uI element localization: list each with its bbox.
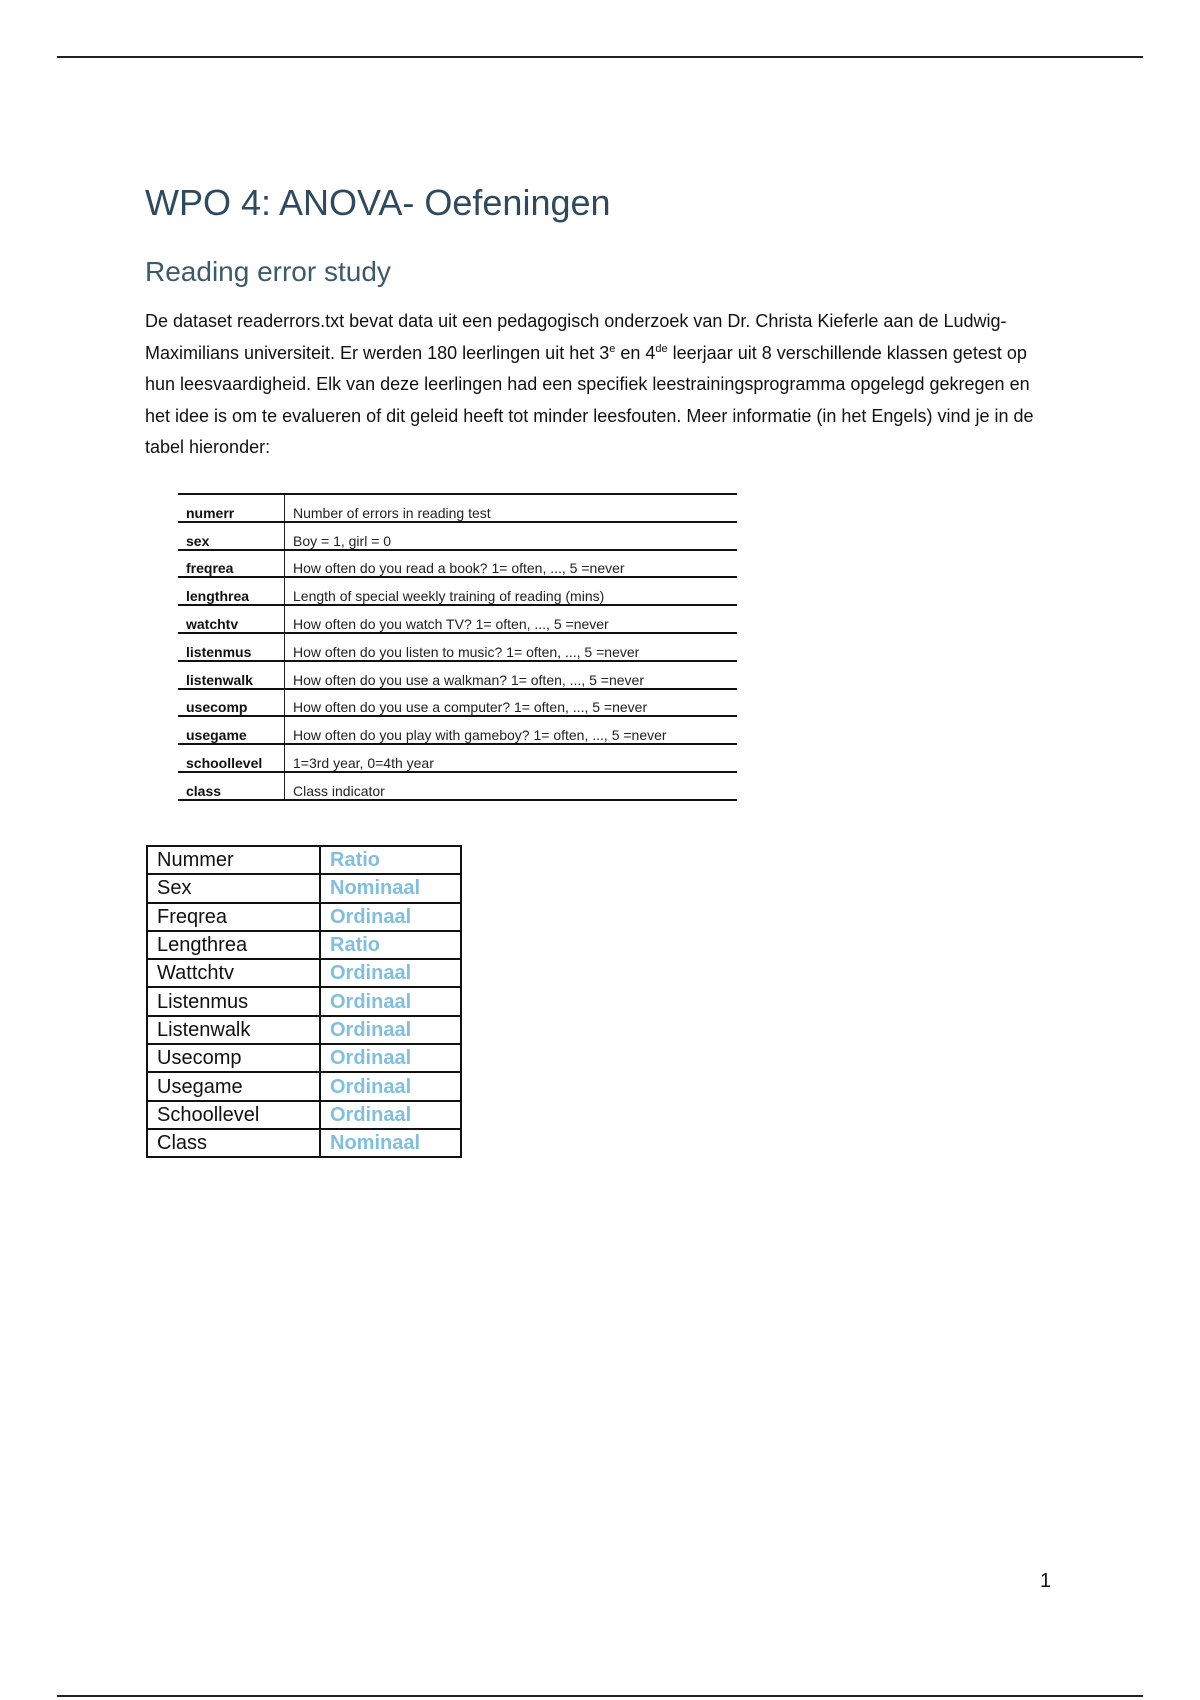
- table-row: [147, 1016, 461, 1044]
- table-row: [147, 987, 461, 1015]
- table-row: [147, 959, 461, 987]
- table-row: [178, 550, 737, 578]
- footer-rule: [57, 1695, 1143, 1697]
- measurement-level-table: [146, 845, 462, 1158]
- level-value: Nominaal: [320, 1129, 461, 1157]
- variable-description: Class indicator: [293, 782, 385, 799]
- table-row: [147, 1129, 461, 1157]
- table-row: [178, 716, 737, 744]
- level-value: Ordinaal: [320, 1072, 461, 1100]
- variable-description: Length of special weekly training of reading (mins): [293, 588, 605, 605]
- level-value: Ordinaal: [320, 987, 461, 1015]
- table-row: [147, 1072, 461, 1100]
- level-variable-name: Listenmus: [147, 987, 320, 1015]
- variable-name: lengthrea: [178, 577, 285, 605]
- variable-name: listenwalk: [178, 661, 285, 689]
- intro-text-2: en 4: [615, 342, 656, 363]
- page-title: WPO 4: ANOVA- Oefeningen: [145, 182, 611, 223]
- variable-description: How often do you use a walkman? 1= often, ..., 5 =never: [293, 671, 644, 688]
- level-variable-name: Usecomp: [147, 1044, 320, 1072]
- section-title: Reading error study: [145, 256, 391, 287]
- variable-description: How often do you listen to music? 1= often, ..., 5 =never: [293, 643, 640, 660]
- intro-sup-2: de: [655, 342, 668, 355]
- variable-name: listenmus: [178, 633, 285, 661]
- table-row: [147, 846, 461, 874]
- variable-description: 1=3rd year, 0=4th year: [293, 754, 434, 771]
- variable-name: sex: [178, 522, 285, 550]
- level-variable-name: Usegame: [147, 1072, 320, 1100]
- table-row: [178, 577, 737, 605]
- variable-description: How often do you play with gameboy? 1= often, ..., 5 =never: [293, 727, 667, 744]
- intro-text-1: De dataset readerrors.txt bevat data uit een pedagogisch onderzoek van Dr. Christa Kieferle aan de Ludwig-Maximilians universiteit. Er werden 180 leerlingen uit het 3: [145, 311, 1007, 363]
- level-variable-name: Nummer: [147, 846, 320, 874]
- table-row: [178, 661, 737, 689]
- table-row: [178, 772, 737, 800]
- table-row: [178, 633, 737, 661]
- variable-name: usecomp: [178, 689, 285, 717]
- variable-description: Boy = 1, girl = 0: [293, 532, 392, 549]
- variable-description-table: [178, 493, 737, 801]
- variable-name: usegame: [178, 716, 285, 744]
- table-row: [178, 744, 737, 772]
- level-variable-name: Schoollevel: [147, 1101, 320, 1129]
- level-value: Ordinaal: [320, 1101, 461, 1129]
- table-row: [147, 1044, 461, 1072]
- variable-description: How often do you read a book? 1= often, ..., 5 =never: [293, 560, 625, 577]
- level-value: Ordinaal: [320, 903, 461, 931]
- level-value: Ratio: [320, 846, 461, 874]
- table-row: [147, 903, 461, 931]
- level-variable-name: Freqrea: [147, 903, 320, 931]
- level-variable-name: Class: [147, 1129, 320, 1157]
- level-variable-name: Lengthrea: [147, 931, 320, 959]
- level-value: Ratio: [320, 931, 461, 959]
- header-rule: [57, 56, 1143, 58]
- variable-name: schoollevel: [178, 744, 285, 772]
- page-number: 1: [1040, 1570, 1052, 1592]
- variable-description: How often do you use a computer? 1= often, ..., 5 =never: [293, 699, 648, 716]
- variable-description: How often do you watch TV? 1= often, ..., 5 =never: [293, 615, 609, 632]
- variable-name: numerr: [178, 494, 285, 522]
- intro-paragraph: [145, 306, 1045, 464]
- intro-text-3: leerjaar uit 8 verschillende klassen getest op hun leesvaardigheid. Elk van deze leerlingen had een specifiek leestrainingsprogramma opgelegd gekregen en het idee is om te evalueren of dit geleid heeft tot minder leesfouten. Meer informatie (in het Engels) vind je in de tabel hieronder:: [145, 342, 1034, 457]
- table-row: [178, 494, 737, 522]
- level-variable-name: Sex: [147, 874, 320, 902]
- level-variable-name: Listenwalk: [147, 1016, 320, 1044]
- level-value: Nominaal: [320, 874, 461, 902]
- level-value: Ordinaal: [320, 1044, 461, 1072]
- variable-name: freqrea: [178, 550, 285, 578]
- intro-sup-1: e: [609, 342, 616, 355]
- table-row: [178, 522, 737, 550]
- table-row: [147, 1101, 461, 1129]
- level-variable-name: Wattchtv: [147, 959, 320, 987]
- table-row: [147, 931, 461, 959]
- variable-description: Number of errors in reading test: [293, 504, 491, 521]
- level-value: Ordinaal: [320, 1016, 461, 1044]
- variable-name: class: [178, 772, 285, 800]
- table-row: [178, 605, 737, 633]
- table-row: [147, 874, 461, 902]
- level-value: Ordinaal: [320, 959, 461, 987]
- variable-name: watchtv: [178, 605, 285, 633]
- table-row: [178, 689, 737, 717]
